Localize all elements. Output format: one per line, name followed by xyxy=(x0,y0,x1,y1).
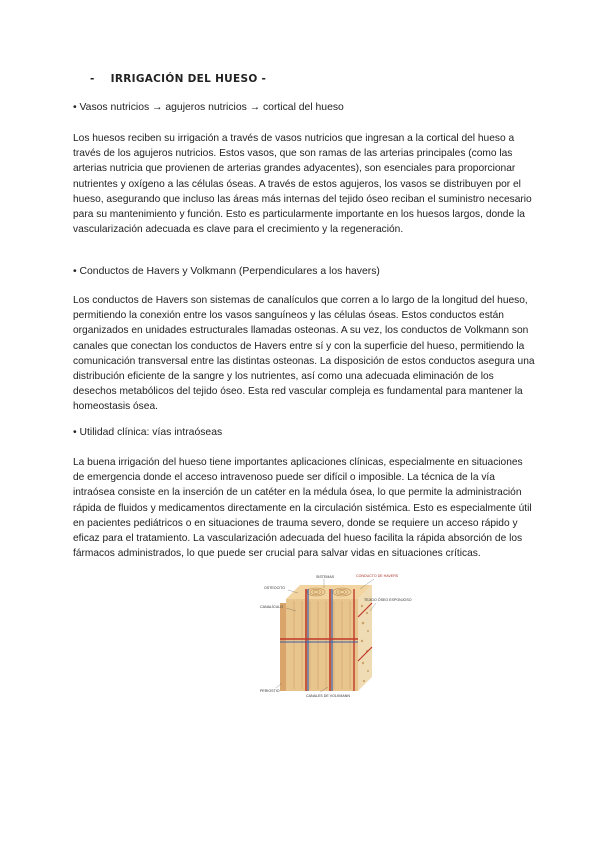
section-heading-vasos-nutricios: • Vasos nutricios → agujeros nutricios → cortical del hueso xyxy=(73,102,344,113)
section-body-vias-intraoseas: La buena irrigación del hueso tiene importantes aplicaciones clínicas, especialmente en situaciones de emergencia donde el acceso intravenoso puede ser difícil o imposible. La técnica de la vía intraósea consiste en la inserción de un catéter en la médula ósea, lo que permite la administración rápida de fluidos y medicamentos directamente en la circulación sistémica. Esto es especialmente útil en pacientes pediátricos o en situaciones de trauma severo, donde se requiere un acceso rápido y eficaz para el tratamiento. La vascularización adecuada del hueso facilita la rápida absorción de los fármacos administrados, lo que puede ser crucial para salvar vidas en situaciones críticas. xyxy=(73,457,532,560)
label-sistemas: SISTEMAS xyxy=(316,575,335,579)
label-canales-volkmann: CANALES DE VOLKMANN xyxy=(306,694,350,698)
label-tejido-oseo-esponjoso: TEJIDO ÓSEO ESPONJOSO xyxy=(364,598,412,602)
section-heading-havers-volkmann: • Conductos de Havers y Volkmann (Perpendiculares a los havers) xyxy=(73,266,380,277)
title-text: IRRIGACIÓN DEL HUESO xyxy=(110,73,258,85)
bone-top-face xyxy=(286,585,372,599)
bone-diagram xyxy=(258,571,412,708)
section-body-havers-volkmann: Los conductos de Havers son sistemas de canalículos que corren a lo largo de la longitud del hueso, permitiendo la conexión entre los vasos sanguíneos y las células óseas. Estos conductos están organizados en unidades estructurales llamadas osteonas. A su vez, los conductos de Volkmann son canales que conectan los conductos de Havers entre sí y con la superficie del hueso, permitiendo la comunicación transversal entre las distintas osteonas. La disposición de estos conductos asegura una distribución eficiente de la sangre y los nutrientes, así como una adecuada eliminación de los desechos metabólicos del tejido óseo. Esta red vascular compleja es fundamental para mantener la homeostasis ósea. xyxy=(73,295,535,413)
periosteum xyxy=(280,603,286,691)
section-heading-vias-intraoseas: • Utilidad clínica: vías intraóseas xyxy=(73,427,223,438)
page-title xyxy=(90,73,266,85)
label-conducto-havers: CONDUCTO DE HAVERS xyxy=(356,574,399,578)
bone-block xyxy=(286,599,358,691)
title-dash-left: - xyxy=(90,73,95,85)
label-canaliculo: CANALÍCULO xyxy=(260,605,283,609)
title-dash-right: - xyxy=(261,73,267,85)
label-osteocito: OSTEOCITO xyxy=(264,586,286,590)
section-body-vasos-nutricios: Los huesos reciben su irrigación a través de vasos nutricios que ingresan a la cortical del hueso a través de los agujeros nutricios. Estos vasos, que son ramas de las arterias principales (como las arterias nutricia que provienen de arterias grandes adyacentes), son esenciales para proporcionar nutrientes y oxígeno a las células óseas. A través de estos agujeros, los vasos se distribuyen por el hueso, asegurando que incluso las áreas más internas del tejido óseo reciban el suministro necesario para su mantenimiento y función. Esto es particularmente importante en los huesos largos, donde la vascularización adecuada es clave para el crecimiento y la regeneración. xyxy=(73,133,532,236)
label-periostio: PERIOSTIO xyxy=(260,689,280,693)
bone-structure-illustration xyxy=(258,571,412,708)
